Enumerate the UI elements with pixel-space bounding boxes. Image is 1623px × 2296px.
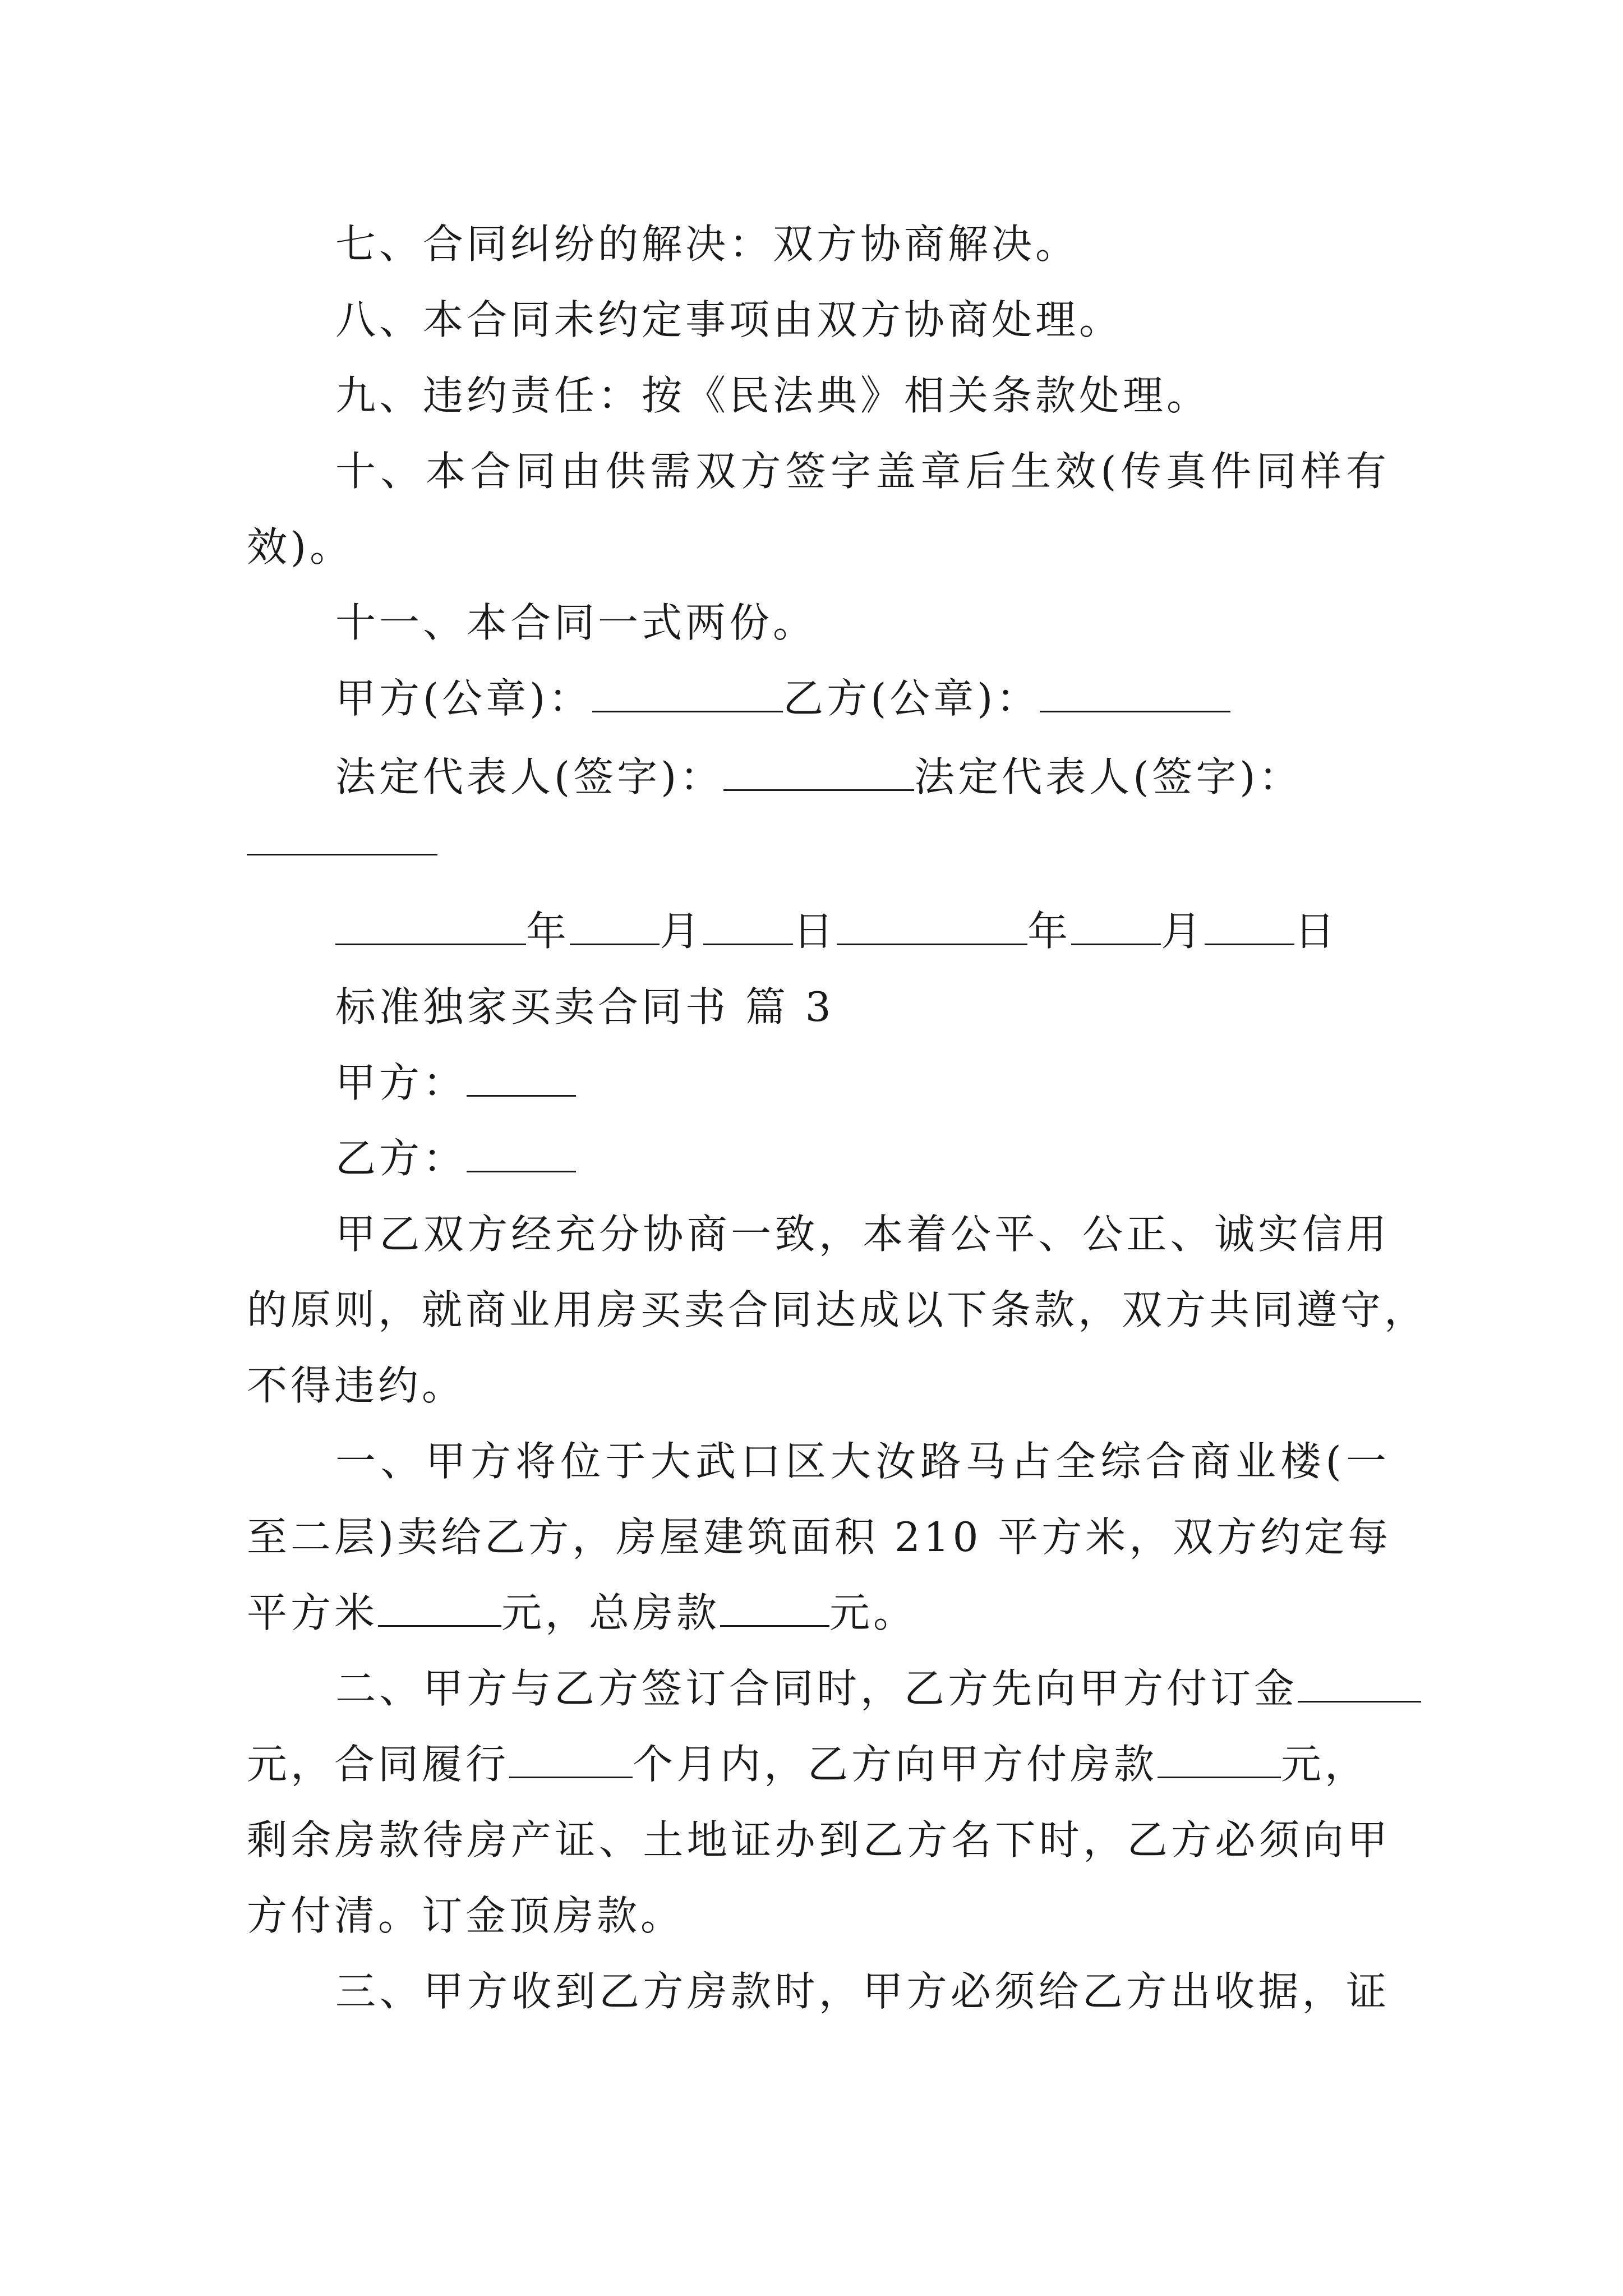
article-3-line-1: 三、甲方收到乙方房款时，甲方必须给乙方出收据，证 [335, 1968, 1390, 2015]
article-1-line-2: 至二层)卖给乙方，房屋建筑面积 210 平方米，双方约定每 [247, 1513, 1392, 1561]
date-b-day-blank [1205, 909, 1294, 945]
party-a-line [335, 1055, 1390, 1111]
date-b-month: 月 [1161, 908, 1205, 955]
seal-a-label: 甲方(公章)： [335, 675, 593, 722]
article-2-text-1: 二、甲方与乙方签订合同时，乙方先向甲方付订金 [335, 1665, 1298, 1712]
seal-b-blank [1040, 676, 1230, 712]
rep-a-label: 法定代表人(签字)： [335, 753, 724, 800]
rep-b-label: 法定代表人(签字)： [914, 753, 1303, 800]
date-a-day-blank [703, 909, 793, 945]
article-2-text-2c: 元， [1281, 1741, 1369, 1788]
party-b-blank [467, 1136, 576, 1172]
rep-a-blank [723, 754, 914, 791]
article-2-text-2b: 个月内，乙方向甲方付房款 [633, 1741, 1158, 1788]
article-2-line-4: 方付清。订金顶房款。 [247, 1892, 685, 1939]
article-1-line-1: 一、甲方将位于大武口区大汝路马占全综合商业楼(一 [335, 1438, 1390, 1485]
total-price-blank [720, 1590, 829, 1627]
date-a-day: 日 [793, 908, 837, 955]
seal-a-blank [592, 676, 783, 712]
intro-line-2: 的原则，就商业用房买卖合同达成以下条款，双方共同遵守， [247, 1286, 1428, 1333]
seal-b-label: 乙方(公章)： [783, 675, 1040, 722]
date-a-month-blank [570, 909, 660, 945]
months-blank [509, 1742, 633, 1778]
date-b-month-blank [1071, 909, 1161, 945]
party-a-blank [467, 1060, 576, 1097]
clause-10-line-2: 效)。 [247, 523, 354, 570]
intro-line-1: 甲乙双方经充分协商一致，本着公平、公正、诚实信用 [335, 1211, 1390, 1258]
date-a-year: 年 [526, 908, 570, 955]
article-1-unit-label: 平方米 [247, 1589, 379, 1636]
party-a-label: 甲方： [335, 1059, 467, 1106]
date-a-month: 月 [660, 908, 704, 955]
date-line [335, 903, 1390, 959]
article-2-line-2 [247, 1736, 1391, 1792]
clause-7: 七、合同纠纷的解决：双方协商解决。 [335, 220, 1080, 268]
clause-9: 九、违约责任：按《民法典》相关条款处理。 [335, 372, 1211, 419]
payment-blank [1158, 1742, 1281, 1778]
party-b-label: 乙方： [335, 1135, 467, 1182]
clause-10-line-1: 十、本合同由供需双方签字盖章后生效(传真件同样有 [335, 448, 1390, 495]
seal-line [335, 670, 1390, 726]
date-b-year-blank [837, 909, 1027, 945]
clause-11: 十一、本合同一式两份。 [335, 599, 817, 646]
party-b-line [335, 1130, 1390, 1186]
rep-b-blank-line [247, 813, 1391, 869]
article-2-text-2a: 元，合同履行 [247, 1741, 510, 1788]
rep-b-blank [247, 819, 437, 855]
article-1-total-label: 元，总房款 [501, 1589, 721, 1636]
price-per-sqm-blank [378, 1590, 501, 1627]
date-b-day: 日 [1294, 908, 1339, 955]
article-1-end: 元。 [829, 1589, 917, 1636]
representative-line [335, 749, 1390, 805]
date-a-year-blank [335, 909, 526, 945]
clause-8: 八、本合同未约定事项由双方协商处理。 [335, 296, 1123, 343]
intro-line-3: 不得违约。 [247, 1362, 466, 1409]
deposit-blank [1298, 1666, 1421, 1703]
section-title: 标准独家买卖合同书 篇 3 [335, 983, 834, 1030]
article-1-line-3 [247, 1585, 1391, 1641]
article-2-line-3: 剩余房款待房产证、土地证办到乙方名下时，乙方必须向甲 [247, 1816, 1391, 1864]
article-2-line-1 [335, 1660, 1390, 1717]
date-b-year: 年 [1027, 908, 1072, 955]
